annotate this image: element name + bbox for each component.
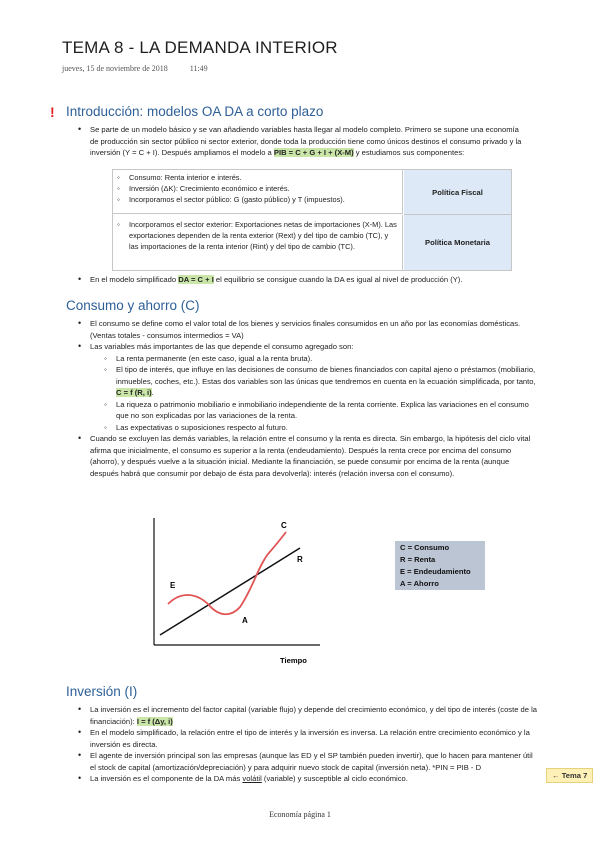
table-row-2-items [113, 215, 403, 270]
tema-7-link[interactable]: ← Tema 7 [546, 768, 593, 783]
components-table [112, 169, 512, 271]
renta-line [160, 548, 300, 635]
intro-bullet-2: • En el modelo simplificado DA = C + I el equilibrio se consigue cuando la DA es igual al nivel de producción (Y). [76, 274, 536, 286]
area-label-e: E [170, 581, 176, 590]
consumo-sub-3: ◦ La riqueza o patrimonio mobiliario e inmobiliario independiente de la renta corriente. Explica las variaciones en el consumo que no son explicadas por las variaciones de la renta. [104, 399, 536, 422]
table-row-1-items [113, 170, 403, 214]
consumo-formula: C = f (R, i) [116, 388, 152, 397]
inversion-formula: I = f (Δy, i) [136, 716, 173, 726]
volatil-word: volátil [242, 774, 262, 783]
date-text: jueves, 15 de noviembre de 2018 [62, 64, 168, 73]
consumo-bullet-2: • Las variables más importantes de las que depende el consumo agregado son: ◦ La renta permanente (en este caso, igual a la renta bruta). ◦ El tipo de interés, que influye en las decisiones de consumo de bienes financiados con capital ajeno o préstamos (mobiliario, inmuebles, coches, etc.). Estas dos variables son las únicas que tendremos en cuenta en la ecuación simplificada, por tanto, C = f (R, i). ◦ La riqueza o patrimonio mobiliario e inmobiliario independiente de la renta corriente. Explica las variaciones en el consumo que no son explicadas por las variaciones de la renta. ◦ Las expectativas o suposiciones respecto al futuro. [76, 341, 536, 433]
inversion-bullet-1: • La inversión es el incremento del factor capital (variable flujo) y depende del crecimiento económico, y del tipo de interés (coste de la financiación): I = f (Δy, i) [76, 704, 538, 727]
area-label-a: A [242, 616, 248, 625]
consumo-sub-2: ◦ El tipo de interés, que influye en las decisiones de consumo de bienes financiados con capital ajeno o préstamos (mobiliario, inmuebles, coches, etc.). Estas dos variables son las únicas que tendremos en cuenta en la ecuación simplificada, por tanto, C = f (R, i). [104, 364, 536, 399]
consumo-heading: Consumo y ahorro (C) [66, 298, 200, 313]
consumo-curve [168, 532, 286, 614]
page-date [62, 64, 230, 73]
life-cycle-chart [140, 512, 330, 672]
legend-item-ahorro: A = Ahorro [400, 579, 439, 588]
legend-item-renta: R = Renta [400, 555, 436, 564]
inversion-section [76, 704, 538, 785]
consumo-section [76, 318, 536, 479]
politica-fiscal-label: Política Fiscal [404, 170, 511, 215]
politica-monetaria-label: Política Monetaria [404, 215, 511, 270]
inversion-bullet-4: • La inversión es el componente de la DA más volátil (variable) y susceptible al ciclo económico. [76, 773, 538, 785]
legend-item-consumo: C = Consumo [400, 543, 450, 552]
intro-section [76, 124, 526, 159]
page-footer: Economía página 1 [269, 810, 331, 819]
da-formula: DA = C + I [178, 275, 214, 284]
intro-bullet-2-wrap [76, 274, 536, 286]
consumo-sub-1: ◦ La renta permanente (en este caso, igual a la renta bruta). [104, 353, 536, 365]
inversion-bullet-3: • El agente de inversión principal son las empresas (aunque las ED y el SP también pueden invertir), que lo hacen para mantener útil el stock de capital (amortización/depreciación) y para adquirir nuevo stock de capital (inversión neta). *PIN = PIB - D [76, 750, 538, 773]
legend-item-endeudamiento: E = Endeudamiento [400, 567, 471, 576]
page-title: TEMA 8 - LA DEMANDA INTERIOR [62, 38, 338, 57]
pib-formula: PIB = C + G + I + (X-M) [273, 148, 354, 157]
intro-bullet-1: • Se parte de un modelo básico y se van añadiendo variables hasta llegar al modelo completo. Primero se supone una economía de producción sin sector público ni sector exterior, donde toda la producción tiene como únicos destinos el consumo privado y la inversión (Y = C + I). Después ampliamos el modelo a PIB = C + G + I + (X-M) y estudiamos sus componentes: [76, 124, 526, 159]
time-text: 11:49 [189, 64, 208, 73]
consumo-bullet-3: • Cuando se excluyen las demás variables, la relación entre el consumo y la renta es directa. Sin embargo, la hipótesis del ciclo vital afirma que inicialmente, el consumo es superior a la renta (endeudamiento). Después la renta crece por encima del consumo (ahorro), y después vuelve a la situación inicial. Mediante la financiación, se puede consumir por encima de la renta (aunque después habrá que consumir por debajo de ésta para devolverla): interés (relación inversa con el consumo). [76, 433, 536, 479]
alert-mark: ! [50, 104, 55, 120]
table-item-sector-publico: ◦ Incorporamos el sector público: G (gasto público) y T (impuestos). [117, 194, 398, 205]
inversion-bullet-2: • En el modelo simplificado, la relación entre el tipo de interés y la inversión es inversa. La relación entre crecimiento económico y la inversión es directa. [76, 727, 538, 750]
consumo-bullet-1: • El consumo se define como el valor total de los bienes y servicios finales consumidos en un año por las economías domésticas. (Ventas totales - consumos intermedios = VA) [76, 318, 536, 341]
table-item-sector-exterior: ◦ Incorporamos el sector exterior: Exportaciones netas de importaciones (X-M). Las exportaciones dependen de la renta exterior (Rext) y del tipo de cambio (TC), y las importaciones de la renta interior (Rint) y del tipo de cambio (TC). [117, 219, 398, 252]
table-item-consumo: ◦ Consumo: Renta interior e interés. [117, 172, 398, 183]
chart-legend [395, 541, 485, 590]
x-axis-label: Tiempo [280, 656, 307, 665]
inversion-heading: Inversión (I) [66, 684, 138, 699]
table-item-inversion: ◦ Inversión (ΔK): Crecimiento económico e interés. [117, 183, 398, 194]
line-label-r: R [297, 555, 303, 564]
curve-label-c: C [281, 521, 287, 530]
consumo-sub-4: ◦ Las expectativas o suposiciones respecto al futuro. [104, 422, 536, 434]
intro-heading: Introducción: modelos OA DA a corto plazo [66, 104, 324, 119]
